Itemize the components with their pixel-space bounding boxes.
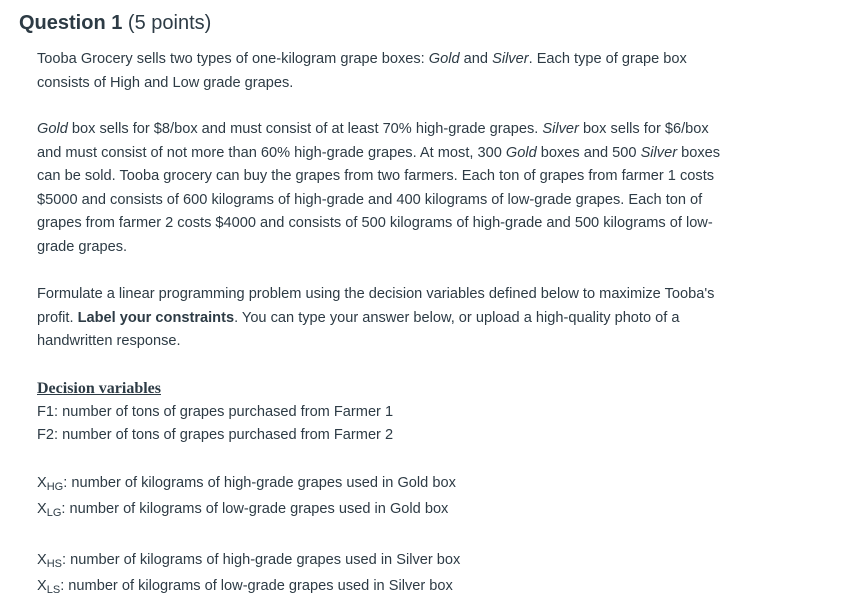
problem-line-1: Gold box sells for $8/box and must consist of at least 70% high-grade grapes. Silver box sells for $6/box bbox=[37, 121, 709, 137]
problem-line-6: grade grapes. bbox=[37, 238, 128, 255]
instructions-line-1: Formulate a linear programming problem using the decision variables defined below to maximize Tooba's bbox=[37, 286, 715, 302]
silver-variables-section bbox=[37, 549, 757, 598]
gold-variables-section bbox=[37, 472, 757, 521]
question-header bbox=[19, 10, 211, 36]
silver-emphasis: Silver bbox=[492, 51, 529, 67]
decision-variables-heading: Decision variables bbox=[37, 380, 161, 397]
problem-paragraph bbox=[37, 118, 757, 259]
question-title: Question 1 bbox=[19, 12, 123, 34]
variable-xls: $X_{LS}$: number of kilograms of low-grade grapes used in Silver box bbox=[37, 577, 453, 596]
label-constraints-bold: Label your constraints bbox=[77, 309, 235, 326]
problem-line-3: can be sold. Tooba grocery can buy the grapes from two farmers. Each ton of grapes from farmer 1 costs bbox=[37, 168, 715, 184]
question-points: (5 points) bbox=[127, 12, 212, 34]
problem-line-2: and must consist of not more than 60% high-grade grapes. At most, 300 Gold boxes and 500 Silver boxes bbox=[37, 144, 721, 161]
intro-paragraph bbox=[37, 48, 757, 95]
decision-variables-section bbox=[37, 377, 757, 448]
variable-xlg: $X_{LG}$: number of kilograms of low-grade grapes used in Gold box bbox=[37, 500, 449, 519]
intro-line-1: Tooba Grocery sells two types of one-kilogram grape boxes: Gold and Silver. Each type of grape box bbox=[37, 51, 687, 67]
gold-emphasis: Gold bbox=[428, 51, 460, 67]
variable-f2: F2: number of tons of grapes purchased from Farmer 2 bbox=[37, 427, 394, 443]
intro-line-2: consists of High and Low grade grapes. bbox=[37, 74, 294, 91]
variable-f1: F1: number of tons of grapes purchased from Farmer 1 bbox=[37, 403, 394, 420]
instructions-paragraph bbox=[37, 283, 757, 354]
variable-xhg: $X_{HG}$: number of kilograms of high-grade grapes used in Gold box bbox=[37, 475, 456, 493]
variable-xhs: $X_{HS}$: number of kilograms of high-grade grapes used in Silver box bbox=[37, 552, 461, 570]
instructions-line-2: profit. Label your constraints. You can type your answer below, or upload a high-quality photo of a bbox=[37, 309, 680, 326]
instructions-line-3: handwritten response. bbox=[37, 333, 181, 349]
problem-line-4: $5000 and consists of 600 kilograms of high-grade and 400 kilograms of low-grade grapes. Each ton of bbox=[37, 191, 703, 208]
problem-line-5: grapes from farmer 2 costs $4000 and consists of 500 kilograms of high-grade and 500 kilograms of low- bbox=[37, 215, 713, 231]
